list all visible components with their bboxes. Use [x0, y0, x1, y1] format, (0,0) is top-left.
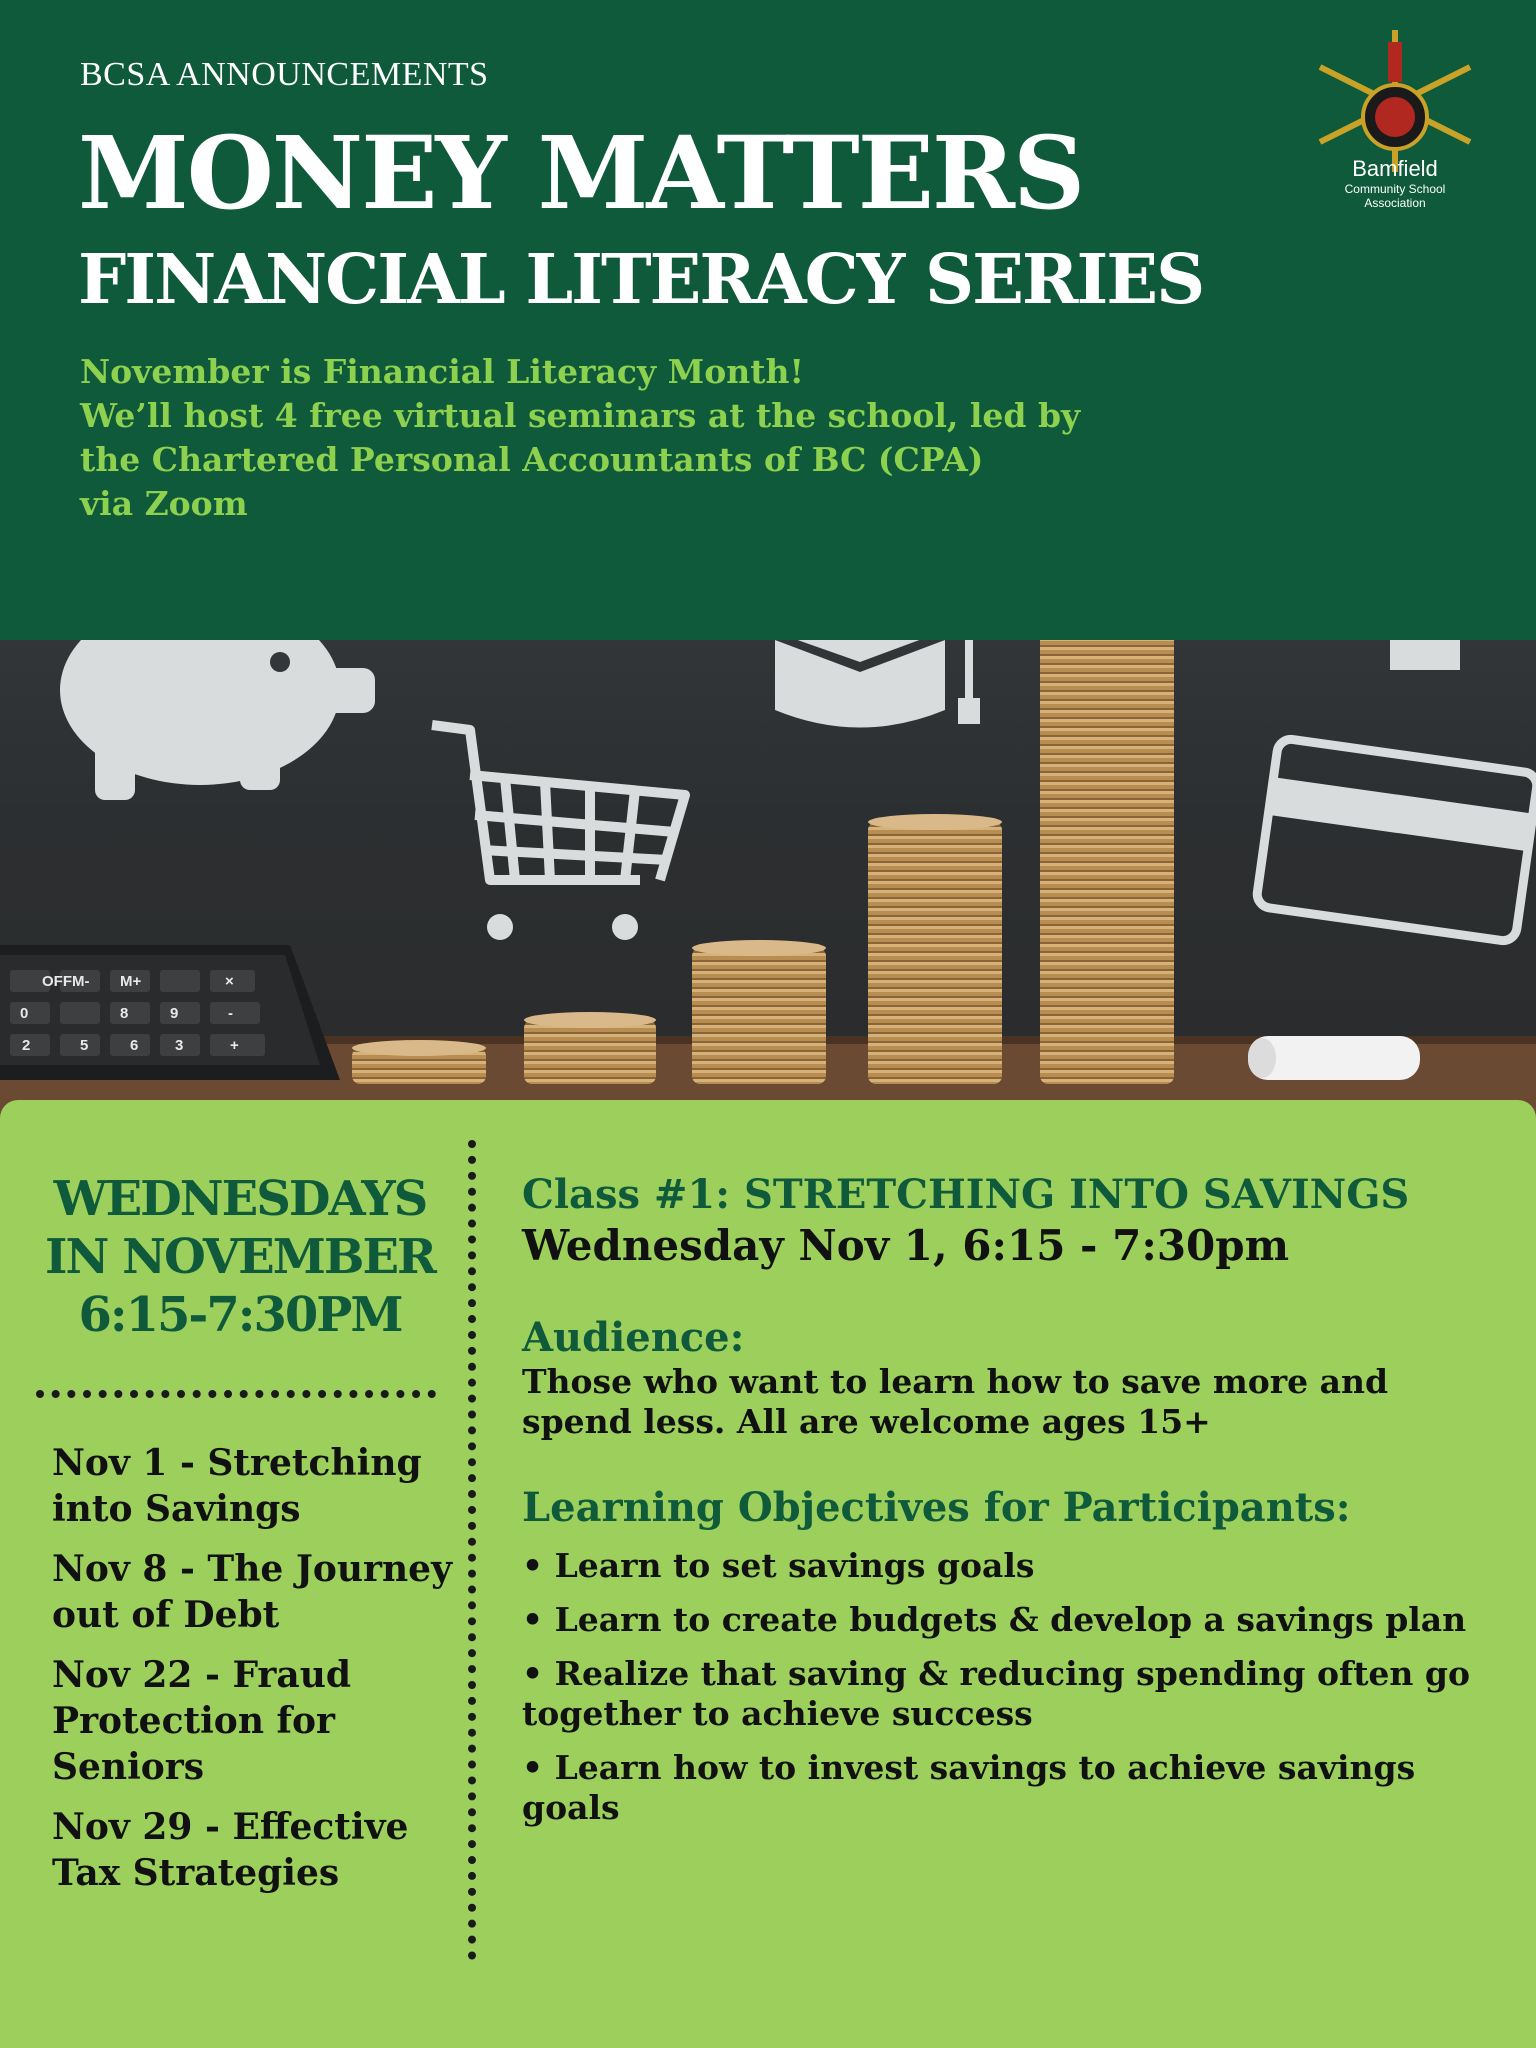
class-time: Wednesday Nov 1, 6:15 - 7:30pm: [522, 1221, 1290, 1270]
intro-line: We’ll host 4 free virtual seminars at the school, led by: [80, 396, 1081, 435]
intro-line: November is Financial Literacy Month!: [80, 352, 804, 391]
when-line: WEDNESDAYS: [53, 1171, 427, 1227]
schedule-item: Nov 22 - Fraud Protection for Seniors: [52, 1654, 352, 1788]
schedule-list: [52, 1440, 452, 1910]
intro-text: [80, 350, 1280, 526]
logo-sub: Association: [1364, 196, 1426, 210]
objective-item: • Learn to set savings goals: [522, 1546, 1035, 1585]
calculator-icon: [0, 945, 340, 1080]
calc-key-plus: +: [230, 1037, 239, 1054]
audience-heading: Audience:: [522, 1314, 745, 1361]
calc-key-5: 5: [80, 1037, 89, 1054]
class-details: [522, 1170, 1502, 1828]
calc-key-8: 8: [120, 1005, 129, 1022]
schedule-item: Nov 1 - Stretching into Savings: [52, 1442, 422, 1530]
objective-item: • Realize that saving & reducing spending often go together to achieve success: [522, 1654, 1470, 1733]
page-subtitle: FINANCIAL LITERACY SERIES: [78, 240, 1204, 320]
when-line: 6:15-7:30PM: [78, 1287, 402, 1343]
coin-stacks: [352, 616, 1174, 1084]
when-block: [40, 1170, 440, 1344]
calc-key-9: 9: [170, 1005, 179, 1022]
shopping-cart-icon: [432, 725, 685, 880]
audience-text: Those who want to learn how to save more and spend less. All are welcome ages 15+: [522, 1362, 1389, 1441]
logo-name: Bamfield: [1352, 156, 1438, 181]
calc-key-times: ×: [225, 973, 234, 990]
objective-item: • Learn how to invest savings to achieve savings goals: [522, 1748, 1416, 1827]
objective-item: • Learn to create budgets & develop a savings plan: [522, 1600, 1467, 1639]
kicker: BCSA ANNOUNCEMENTS: [80, 56, 489, 93]
class-title: Class #1: STRETCHING INTO SAVINGS: [522, 1171, 1410, 1218]
calc-key-mminus: M-: [72, 973, 90, 990]
calc-key-0: 0: [20, 1005, 29, 1022]
calc-key-2: 2: [22, 1037, 31, 1054]
dotted-divider: [468, 1140, 476, 1960]
dotted-divider: [36, 1390, 436, 1398]
schedule-item: Nov 8 - The Journey out of Debt: [52, 1548, 453, 1636]
when-line: IN NOVEMBER: [45, 1229, 435, 1285]
calc-key-off: OFF: [42, 973, 72, 990]
logo-caption: [1300, 156, 1490, 210]
schedule-item: Nov 29 - Effective Tax Strategies: [52, 1806, 409, 1894]
logo-sub: Community School: [1344, 182, 1446, 196]
calc-key-mplus: M+: [120, 973, 142, 990]
intro-line: via Zoom: [80, 484, 248, 523]
objectives-heading: Learning Objectives for Participants:: [522, 1484, 1351, 1531]
calc-key-3: 3: [175, 1037, 184, 1054]
page-title: MONEY MATTERS: [78, 114, 1084, 232]
intro-line: the Chartered Personal Accountants of BC (CPA): [80, 440, 984, 479]
calc-key-minus: -: [228, 1005, 233, 1022]
calc-key-6: 6: [130, 1037, 139, 1054]
